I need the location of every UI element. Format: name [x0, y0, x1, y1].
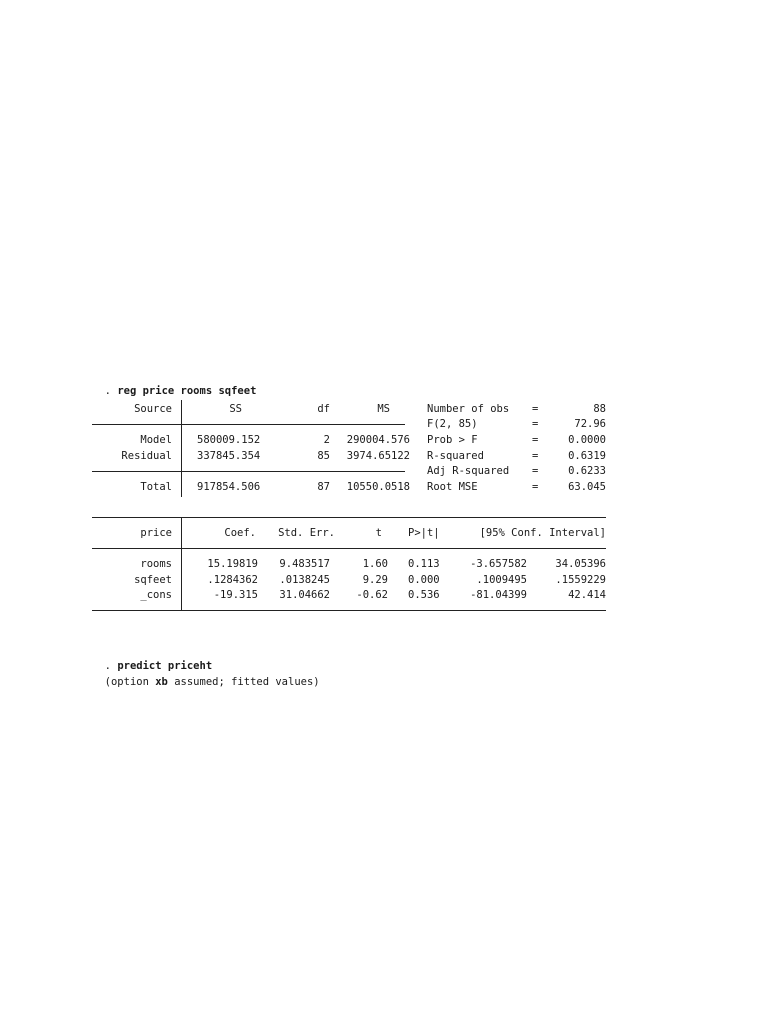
stat-label: Adj R-squared [427, 465, 510, 477]
anova-residual-ms: 3974.65122 [346, 450, 410, 462]
command-prompt: . [104, 660, 118, 672]
coef-header-se: Std. Err. [278, 527, 335, 539]
predict-note [92, 663, 320, 689]
stat-label: Prob > F [427, 434, 478, 446]
stat-eq: = [532, 465, 539, 477]
anova-top-rule [92, 424, 405, 425]
coef-header-ci: [95% Conf. Interval] [479, 527, 606, 539]
coef-row-p: 0.113 [408, 558, 440, 570]
coef-row-var: sqfeet [134, 574, 172, 586]
anova-total-df: 87 [317, 481, 330, 493]
command-text: reg price rooms sqfeet [117, 385, 257, 397]
anova-model-ms: 290004.576 [346, 434, 410, 446]
anova-total-ss: 917854.506 [197, 481, 261, 493]
coef-mid-rule [92, 548, 606, 549]
anova-residual-source: Residual [121, 450, 172, 462]
coef-row-ci-high: 42.414 [568, 589, 606, 601]
stat-value: 0.6233 [568, 465, 606, 477]
coef-row-p: 0.000 [408, 574, 440, 586]
anova-mid-rule [92, 471, 405, 472]
coef-row-ci-low: -3.657582 [470, 558, 527, 570]
command-prompt: . [104, 385, 118, 397]
coef-header-t: t [375, 527, 382, 539]
coef-top-rule [92, 517, 606, 518]
coef-row-t: 1.60 [362, 558, 388, 570]
anova-model-source: Model [140, 434, 172, 446]
coef-row-ci-high: 34.05396 [555, 558, 606, 570]
stat-label: R-squared [427, 450, 484, 462]
stat-value: 88 [593, 403, 606, 415]
stat-eq: = [532, 450, 539, 462]
stat-eq: = [532, 418, 539, 430]
note-after: assumed; fitted values) [167, 676, 320, 688]
coef-row-se: 9.483517 [279, 558, 330, 570]
coef-row-se: .0138245 [279, 574, 330, 586]
stat-value: 63.045 [568, 481, 606, 493]
coef-row-ci-low: -81.04399 [470, 589, 527, 601]
anova-header-ss: SS [229, 403, 242, 415]
coef-row-var: _cons [140, 589, 172, 601]
anova-header-source: Source [134, 403, 172, 415]
stat-eq: = [532, 403, 539, 415]
anova-total-source: Total [140, 481, 172, 493]
anova-model-df: 2 [323, 434, 330, 446]
coef-row-se: 31.04662 [279, 589, 330, 601]
stat-label: Root MSE [427, 481, 478, 493]
anova-model-ss: 580009.152 [197, 434, 261, 446]
coef-row-var: rooms [140, 558, 172, 570]
coef-bottom-rule [92, 610, 606, 611]
stat-value: 0.0000 [568, 434, 606, 446]
coef-row-coef: .1284362 [207, 574, 258, 586]
stat-label: F(2, 85) [427, 418, 478, 430]
coef-row-t: 9.29 [362, 574, 388, 586]
command-text: predict priceht [117, 660, 213, 672]
coef-row-ci-low: .1009495 [476, 574, 527, 586]
stat-value: 0.6319 [568, 450, 606, 462]
anova-divider [181, 400, 182, 497]
stat-eq: = [532, 481, 539, 493]
stat-eq: = [532, 434, 539, 446]
coef-header-p: P>|t| [408, 527, 440, 539]
anova-header-ms: MS [377, 403, 390, 415]
stat-label: Number of obs [427, 403, 510, 415]
coef-row-coef: -19.315 [213, 589, 258, 601]
note-before: (option [104, 676, 156, 688]
anova-header-df: df [317, 403, 330, 415]
note-option: xb [155, 676, 168, 688]
coef-row-t: -0.62 [356, 589, 388, 601]
coef-header-var: price [140, 527, 172, 539]
anova-total-ms: 10550.0518 [346, 481, 410, 493]
stat-value: 72.96 [574, 418, 606, 430]
anova-residual-df: 85 [317, 450, 330, 462]
command-line-reg [92, 372, 256, 398]
anova-residual-ss: 337845.354 [197, 450, 261, 462]
coef-row-ci-high: .1559229 [555, 574, 606, 586]
coef-row-p: 0.536 [408, 589, 440, 601]
coef-header-coef: Coef. [224, 527, 256, 539]
coef-row-coef: 15.19819 [207, 558, 258, 570]
